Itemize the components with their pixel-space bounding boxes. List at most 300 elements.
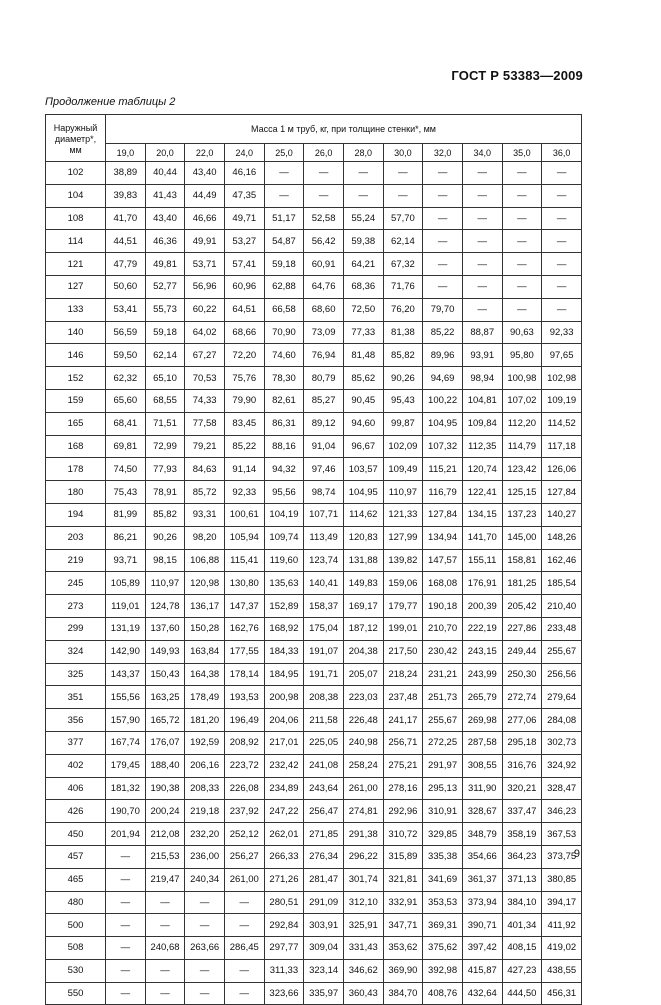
diameter-cell: 178 — [46, 458, 106, 481]
mass-cell: 353,62 — [383, 937, 423, 960]
table-row — [46, 389, 582, 412]
mass-cell: 188,40 — [145, 754, 185, 777]
mass-cell: 310,91 — [423, 800, 463, 823]
mass-cell: 155,11 — [462, 549, 502, 572]
mass-cell: 204,06 — [264, 709, 304, 732]
mass-cell: 66,58 — [264, 298, 304, 321]
mass-cell: 243,15 — [462, 640, 502, 663]
mass-cell: 167,74 — [106, 731, 146, 754]
table-row — [46, 754, 582, 777]
mass-cell: 286,45 — [224, 937, 264, 960]
mass-cell: 134,94 — [423, 526, 463, 549]
table-row — [46, 230, 582, 253]
mass-cell: 95,43 — [383, 389, 423, 412]
mass-cell: 364,23 — [502, 845, 542, 868]
mass-cell: 252,12 — [224, 823, 264, 846]
mass-cell: 323,66 — [264, 982, 304, 1005]
mass-cell: — — [224, 959, 264, 982]
mass-cell: 324,92 — [542, 754, 582, 777]
mass-cell: 79,70 — [423, 298, 463, 321]
mass-cell: 191,71 — [304, 663, 344, 686]
mass-cell: 89,96 — [423, 344, 463, 367]
mass-cell: 256,71 — [383, 731, 423, 754]
mass-cell: 131,19 — [106, 617, 146, 640]
mass-cell: — — [542, 162, 582, 185]
mass-cell: 353,53 — [423, 891, 463, 914]
mass-cell: 51,17 — [264, 207, 304, 230]
mass-cell: 72,50 — [343, 298, 383, 321]
mass-cell: 125,15 — [502, 481, 542, 504]
mass-cell: 89,12 — [304, 412, 344, 435]
mass-cell: — — [185, 891, 225, 914]
mass-cell: 295,18 — [502, 731, 542, 754]
mass-cell: 78,91 — [145, 481, 185, 504]
mass-cell: 60,22 — [185, 298, 225, 321]
mass-cell: — — [542, 298, 582, 321]
mass-cell: 126,06 — [542, 458, 582, 481]
mass-header: Масса 1 м труб, кг, при толщине стенки*, мм — [106, 115, 582, 144]
mass-cell: 88,87 — [462, 321, 502, 344]
mass-cell: 190,18 — [423, 595, 463, 618]
mass-cell: 296,22 — [343, 845, 383, 868]
mass-cell: 190,38 — [145, 777, 185, 800]
mass-cell: 241,17 — [383, 709, 423, 732]
table-row — [46, 435, 582, 458]
mass-cell: — — [462, 253, 502, 276]
diameter-cell: 550 — [46, 982, 106, 1005]
mass-cell: 200,98 — [264, 686, 304, 709]
diameter-cell: 324 — [46, 640, 106, 663]
mass-cell: 95,56 — [264, 481, 304, 504]
mass-cell: — — [462, 230, 502, 253]
mass-cell: 109,84 — [462, 412, 502, 435]
mass-cell: 72,20 — [224, 344, 264, 367]
mass-cell: 62,14 — [383, 230, 423, 253]
mass-cell: 49,91 — [185, 230, 225, 253]
mass-cell: 47,35 — [224, 184, 264, 207]
mass-cell: — — [185, 959, 225, 982]
mass-cell: 85,22 — [423, 321, 463, 344]
mass-cell: 308,55 — [462, 754, 502, 777]
mass-cell: 315,89 — [383, 845, 423, 868]
mass-cell: 121,33 — [383, 503, 423, 526]
mass-cell: 147,37 — [224, 595, 264, 618]
mass-cell: 68,55 — [145, 389, 185, 412]
mass-cell: 107,32 — [423, 435, 463, 458]
mass-cell: 162,76 — [224, 617, 264, 640]
table-row — [46, 367, 582, 390]
mass-cell: 52,58 — [304, 207, 344, 230]
mass-cell: 94,60 — [343, 412, 383, 435]
thickness-header-cell: 28,0 — [343, 144, 383, 162]
mass-cell: 98,20 — [185, 526, 225, 549]
diameter-cell: 108 — [46, 207, 106, 230]
mass-cell: 325,91 — [343, 914, 383, 937]
mass-cell: 241,08 — [304, 754, 344, 777]
diameter-cell: 508 — [46, 937, 106, 960]
mass-cell: 219,18 — [185, 800, 225, 823]
mass-cell: 328,67 — [462, 800, 502, 823]
mass-cell: 93,91 — [462, 344, 502, 367]
mass-cell: 384,70 — [383, 982, 423, 1005]
mass-cell: 179,77 — [383, 595, 423, 618]
mass-cell: 71,51 — [145, 412, 185, 435]
mass-cell: 38,89 — [106, 162, 146, 185]
mass-cell: 249,44 — [502, 640, 542, 663]
mass-cell: 408,15 — [502, 937, 542, 960]
mass-cell: 309,04 — [304, 937, 344, 960]
diameter-cell: 299 — [46, 617, 106, 640]
mass-cell: — — [145, 959, 185, 982]
mass-cell: 104,95 — [423, 412, 463, 435]
mass-cell: 303,91 — [304, 914, 344, 937]
mass-cell: 291,09 — [304, 891, 344, 914]
table-row — [46, 868, 582, 891]
mass-cell: — — [106, 868, 146, 891]
diameter-cell: 104 — [46, 184, 106, 207]
mass-cell: — — [145, 982, 185, 1005]
mass-cell: 119,01 — [106, 595, 146, 618]
thickness-header-cell: 26,0 — [304, 144, 344, 162]
mass-cell: 136,17 — [185, 595, 225, 618]
mass-cell: 97,46 — [304, 458, 344, 481]
mass-cell: — — [185, 914, 225, 937]
mass-cell: 92,33 — [224, 481, 264, 504]
mass-cell: 90,45 — [343, 389, 383, 412]
mass-cell: 323,14 — [304, 959, 344, 982]
mass-cell: 255,67 — [423, 709, 463, 732]
mass-cell: 233,48 — [542, 617, 582, 640]
mass-cell: 107,02 — [502, 389, 542, 412]
mass-cell: 56,96 — [185, 275, 225, 298]
mass-cell: 247,22 — [264, 800, 304, 823]
table-body — [46, 162, 582, 1005]
mass-cell: 64,21 — [343, 253, 383, 276]
mass-cell: 100,98 — [502, 367, 542, 390]
diameter-cell: 450 — [46, 823, 106, 846]
mass-cell: — — [264, 162, 304, 185]
mass-cell: 68,60 — [304, 298, 344, 321]
mass-cell: 77,93 — [145, 458, 185, 481]
mass-cell: 301,74 — [343, 868, 383, 891]
mass-cell: 250,30 — [502, 663, 542, 686]
mass-cell: 100,22 — [423, 389, 463, 412]
mass-cell: 419,02 — [542, 937, 582, 960]
mass-cell: 190,70 — [106, 800, 146, 823]
table-row — [46, 617, 582, 640]
table-row — [46, 937, 582, 960]
mass-cell: 201,94 — [106, 823, 146, 846]
mass-cell: — — [462, 207, 502, 230]
mass-cell: 178,14 — [224, 663, 264, 686]
mass-cell: 59,38 — [343, 230, 383, 253]
mass-cell: 401,34 — [502, 914, 542, 937]
mass-cell: 139,82 — [383, 549, 423, 572]
mass-cell: 85,27 — [304, 389, 344, 412]
mass-cell: 47,79 — [106, 253, 146, 276]
mass-cell: 91,14 — [224, 458, 264, 481]
mass-cell: 41,70 — [106, 207, 146, 230]
mass-cell: 337,47 — [502, 800, 542, 823]
mass-cell: 62,32 — [106, 367, 146, 390]
mass-cell: 240,34 — [185, 868, 225, 891]
mass-cell: 163,84 — [185, 640, 225, 663]
diameter-cell: 480 — [46, 891, 106, 914]
mass-cell: 73,09 — [304, 321, 344, 344]
mass-cell: 227,86 — [502, 617, 542, 640]
mass-cell: 184,33 — [264, 640, 304, 663]
mass-cell: 98,74 — [304, 481, 344, 504]
mass-cell: 287,58 — [462, 731, 502, 754]
diameter-cell: 245 — [46, 572, 106, 595]
mass-cell: 142,90 — [106, 640, 146, 663]
mass-cell: — — [502, 298, 542, 321]
diameter-cell: 402 — [46, 754, 106, 777]
mass-cell: — — [462, 162, 502, 185]
mass-cell: — — [542, 275, 582, 298]
mass-cell: 274,81 — [343, 800, 383, 823]
mass-cell: 109,19 — [542, 389, 582, 412]
mass-cell: 88,16 — [264, 435, 304, 458]
mass-cell: 68,41 — [106, 412, 146, 435]
table-row — [46, 526, 582, 549]
mass-cell: 80,79 — [304, 367, 344, 390]
mass-cell: — — [304, 162, 344, 185]
mass-cell: 256,56 — [542, 663, 582, 686]
table-row — [46, 162, 582, 185]
mass-cell: 104,19 — [264, 503, 304, 526]
diameter-cell: 356 — [46, 709, 106, 732]
table-row — [46, 777, 582, 800]
mass-cell: 168,08 — [423, 572, 463, 595]
mass-cell: 55,73 — [145, 298, 185, 321]
mass-cell: 181,25 — [502, 572, 542, 595]
mass-cell: 59,50 — [106, 344, 146, 367]
mass-cell: 93,31 — [185, 503, 225, 526]
mass-cell: 76,20 — [383, 298, 423, 321]
mass-cell: 237,92 — [224, 800, 264, 823]
table-row — [46, 686, 582, 709]
table-row — [46, 253, 582, 276]
table-row — [46, 663, 582, 686]
mass-cell: 178,49 — [185, 686, 225, 709]
thickness-header-cell: 35,0 — [502, 144, 542, 162]
mass-cell: 46,36 — [145, 230, 185, 253]
mass-cell: 361,37 — [462, 868, 502, 891]
thickness-header-row — [46, 144, 582, 162]
mass-cell: — — [106, 959, 146, 982]
mass-cell: — — [106, 845, 146, 868]
mass-cell: 100,61 — [224, 503, 264, 526]
mass-cell: 96,67 — [343, 435, 383, 458]
diameter-header-line: мм — [69, 144, 82, 155]
mass-cell: 113,49 — [304, 526, 344, 549]
mass-cell: 199,01 — [383, 617, 423, 640]
thickness-header-cell: 24,0 — [224, 144, 264, 162]
diameter-cell: 168 — [46, 435, 106, 458]
mass-cell: 263,66 — [185, 937, 225, 960]
mass-cell: 211,58 — [304, 709, 344, 732]
mass-cell: 223,72 — [224, 754, 264, 777]
mass-cell: 208,92 — [224, 731, 264, 754]
thickness-header-cell: 30,0 — [383, 144, 423, 162]
diameter-cell: 140 — [46, 321, 106, 344]
mass-cell: 284,08 — [542, 709, 582, 732]
mass-cell: 236,00 — [185, 845, 225, 868]
thickness-header-cell: 19,0 — [106, 144, 146, 162]
mass-cell: — — [542, 230, 582, 253]
mass-cell: — — [106, 937, 146, 960]
mass-cell: 292,96 — [383, 800, 423, 823]
mass-cell: 77,58 — [185, 412, 225, 435]
mass-cell: 187,12 — [343, 617, 383, 640]
mass-cell: 60,96 — [224, 275, 264, 298]
mass-cell: 432,64 — [462, 982, 502, 1005]
mass-cell: 79,90 — [224, 389, 264, 412]
mass-cell: 226,08 — [224, 777, 264, 800]
mass-cell: 196,49 — [224, 709, 264, 732]
diameter-cell: 530 — [46, 959, 106, 982]
mass-cell: 40,44 — [145, 162, 185, 185]
mass-cell: 335,97 — [304, 982, 344, 1005]
mass-cell: 130,80 — [224, 572, 264, 595]
mass-cell: 208,33 — [185, 777, 225, 800]
mass-cell: 116,79 — [423, 481, 463, 504]
thickness-header-cell: 36,0 — [542, 144, 582, 162]
mass-cell: 53,27 — [224, 230, 264, 253]
mass-cell: — — [423, 207, 463, 230]
mass-cell: 127,99 — [383, 526, 423, 549]
mass-cell: 62,88 — [264, 275, 304, 298]
mass-cell: 135,63 — [264, 572, 304, 595]
mass-cell: 281,47 — [304, 868, 344, 891]
mass-cell: 57,70 — [383, 207, 423, 230]
mass-cell: 200,39 — [462, 595, 502, 618]
mass-cell: 46,16 — [224, 162, 264, 185]
mass-cell: — — [224, 891, 264, 914]
mass-cell: 375,62 — [423, 937, 463, 960]
mass-cell: 302,73 — [542, 731, 582, 754]
mass-cell: — — [423, 253, 463, 276]
mass-cell: 240,98 — [343, 731, 383, 754]
mass-cell: 251,73 — [423, 686, 463, 709]
mass-cell: 163,25 — [145, 686, 185, 709]
diameter-cell: 273 — [46, 595, 106, 618]
mass-cell: 105,94 — [224, 526, 264, 549]
diameter-cell: 194 — [46, 503, 106, 526]
mass-cell: 143,37 — [106, 663, 146, 686]
diameter-cell: 219 — [46, 549, 106, 572]
mass-cell: 104,81 — [462, 389, 502, 412]
mass-cell: 185,54 — [542, 572, 582, 595]
mass-cell: 192,59 — [185, 731, 225, 754]
thickness-header-cell: 25,0 — [264, 144, 304, 162]
mass-cell: 124,78 — [145, 595, 185, 618]
mass-cell: 56,42 — [304, 230, 344, 253]
diameter-cell: 351 — [46, 686, 106, 709]
mass-cell: 53,41 — [106, 298, 146, 321]
mass-cell: — — [542, 253, 582, 276]
mass-cell: 225,05 — [304, 731, 344, 754]
diameter-header-line: диаметр*, — [54, 133, 97, 144]
mass-cell: 86,31 — [264, 412, 304, 435]
mass-cell: — — [423, 184, 463, 207]
mass-cell: 162,46 — [542, 549, 582, 572]
mass-cell: 164,38 — [185, 663, 225, 686]
mass-cell: 291,97 — [423, 754, 463, 777]
mass-cell: 134,15 — [462, 503, 502, 526]
mass-cell: — — [343, 184, 383, 207]
mass-cell: — — [383, 162, 423, 185]
mass-cell: 110,97 — [383, 481, 423, 504]
mass-cell: 90,26 — [145, 526, 185, 549]
mass-cell: 64,51 — [224, 298, 264, 321]
mass-cell: 205,42 — [502, 595, 542, 618]
mass-cell: 219,47 — [145, 868, 185, 891]
mass-cell: 261,00 — [224, 868, 264, 891]
mass-cell: — — [462, 298, 502, 321]
mass-cell: — — [423, 162, 463, 185]
mass-cell: — — [542, 207, 582, 230]
mass-cell: 243,99 — [462, 663, 502, 686]
mass-cell: 347,71 — [383, 914, 423, 937]
mass-cell: 175,04 — [304, 617, 344, 640]
mass-cell: 231,21 — [423, 663, 463, 686]
mass-cell: 98,15 — [145, 549, 185, 572]
mass-cell: 176,07 — [145, 731, 185, 754]
diameter-cell: 180 — [46, 481, 106, 504]
mass-cell: 384,10 — [502, 891, 542, 914]
mass-cell: 114,62 — [343, 503, 383, 526]
mass-cell: 266,33 — [264, 845, 304, 868]
table-row — [46, 640, 582, 663]
mass-cell: 310,72 — [383, 823, 423, 846]
mass-cell: 94,69 — [423, 367, 463, 390]
mass-cell: 222,19 — [462, 617, 502, 640]
mass-cell: 261,00 — [343, 777, 383, 800]
mass-cell: 54,87 — [264, 230, 304, 253]
mass-cell: 65,60 — [106, 389, 146, 412]
mass-cell: 90,26 — [383, 367, 423, 390]
mass-cell: 157,90 — [106, 709, 146, 732]
mass-cell: 59,18 — [264, 253, 304, 276]
mass-cell: 41,43 — [145, 184, 185, 207]
mass-cell: 360,43 — [343, 982, 383, 1005]
mass-cell: 56,59 — [106, 321, 146, 344]
mass-cell: 346,62 — [343, 959, 383, 982]
table-row — [46, 344, 582, 367]
mass-cell: 256,47 — [304, 800, 344, 823]
mass-cell: 444,50 — [502, 982, 542, 1005]
mass-cell: 115,41 — [224, 549, 264, 572]
mass-cell: 258,24 — [343, 754, 383, 777]
mass-cell: 81,38 — [383, 321, 423, 344]
mass-cell: 145,00 — [502, 526, 542, 549]
mass-cell: 232,20 — [185, 823, 225, 846]
mass-cell: 49,71 — [224, 207, 264, 230]
mass-cell: 348,79 — [462, 823, 502, 846]
mass-cell: 312,10 — [343, 891, 383, 914]
diameter-cell: 121 — [46, 253, 106, 276]
table-row — [46, 412, 582, 435]
mass-cell: 112,20 — [502, 412, 542, 435]
mass-cell: 92,33 — [542, 321, 582, 344]
mass-cell: 127,84 — [423, 503, 463, 526]
mass-cell: 276,34 — [304, 845, 344, 868]
diameter-header — [46, 115, 106, 162]
mass-cell: 149,93 — [145, 640, 185, 663]
mass-cell: 371,13 — [502, 868, 542, 891]
